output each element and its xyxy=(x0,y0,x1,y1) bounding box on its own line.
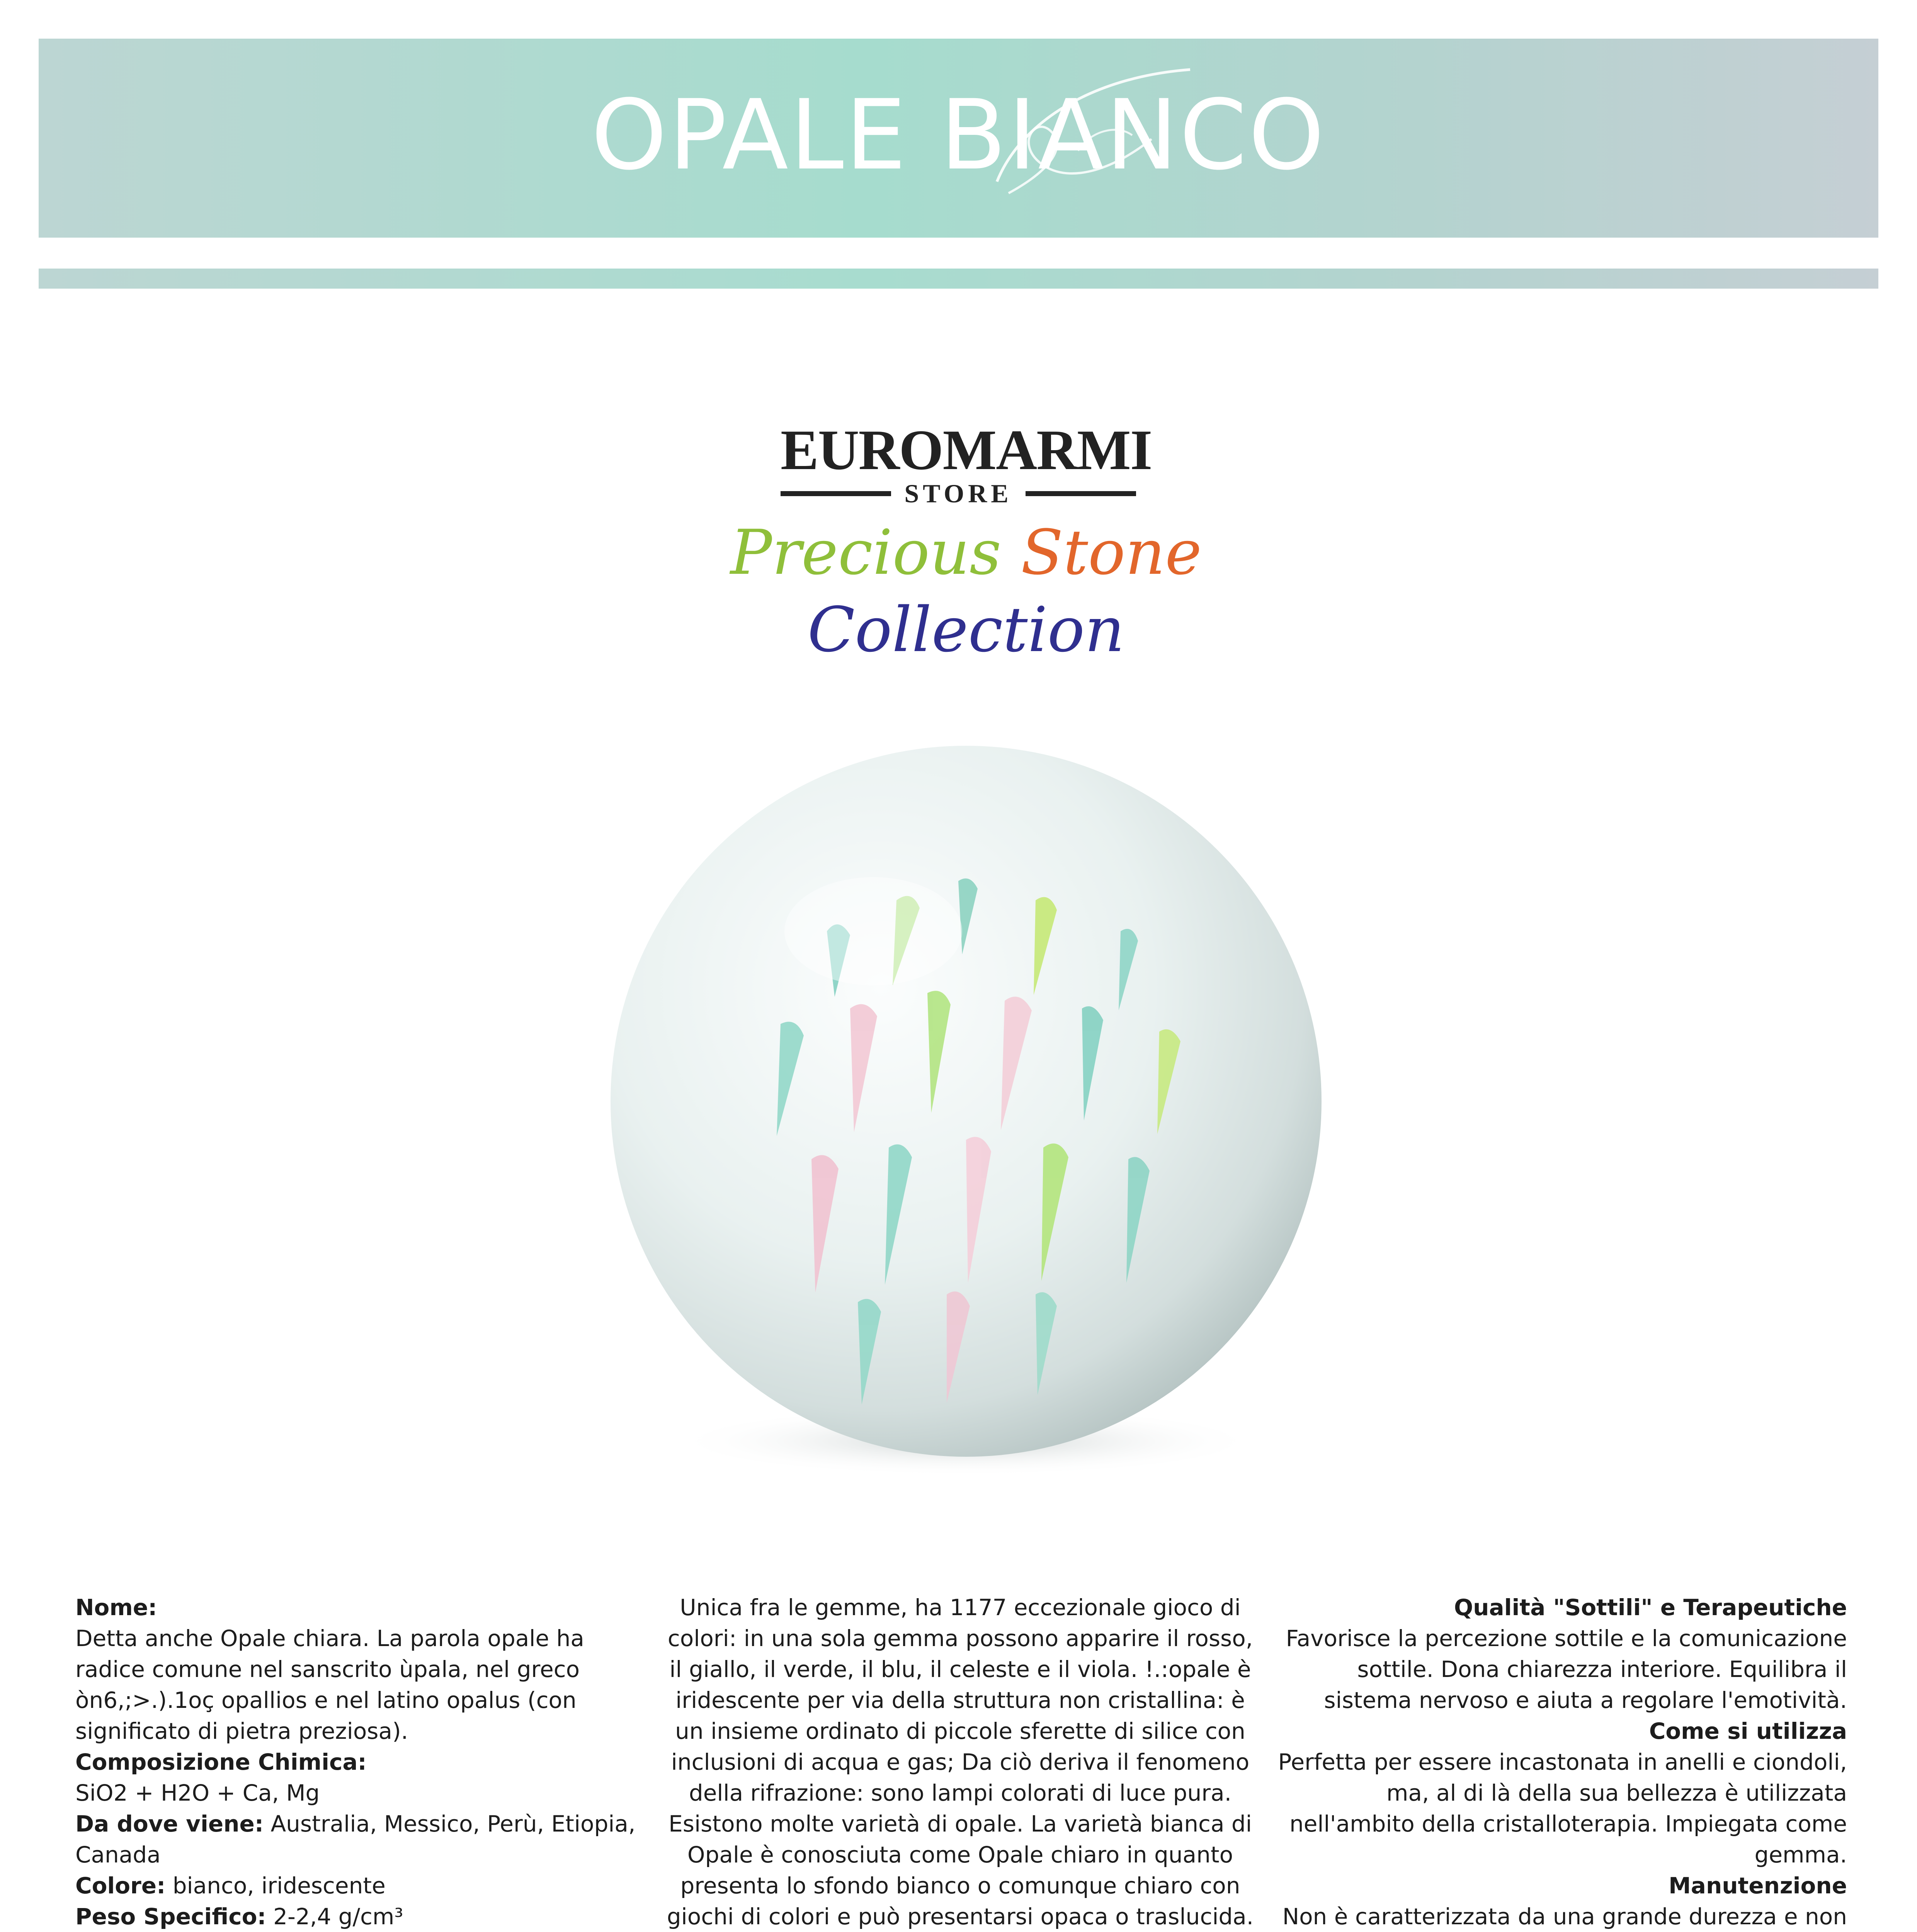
description-text: Unica fra le gemme, ha 1177 eccezionale gioco di colori: in una sola gemma possono apparire il rosso, il giallo, il verde, il blu, il celeste e il viola. !.:opale è iridescente per via della struttura non cristallina: è un insieme ordinato di piccole sferette di silice con inclusioni di acqua e gas; Da ciò deriva il fenomeno della rifrazione: sono lampi colorati di luce pura. Esistono molte varietà di opale. La varietà bianca di Opale è conosciuta come Opale chiaro in quanto presenta lo sfondo bianco o comunque chiaro con giochi di colori e può presentarsi opaca o traslucida. xyxy=(667,1594,1254,1930)
brand-rule-left xyxy=(781,491,891,496)
title-banner xyxy=(39,39,1878,238)
nome-text: Detta anche Opale chiara. La parola opale ha radice comune nel sanscrito ùpala, nel greco òn6,;>.).1oç opallios e nel latino opalus (con significato di pietra preziosa). xyxy=(75,1625,584,1744)
divider-stripe xyxy=(39,269,1878,289)
nome-label: Nome: xyxy=(75,1594,157,1621)
manutenzione-text: Non è caratterizzata da una grande durezza e non xyxy=(1282,1903,1847,1930)
sottili-text: Favorisce la percezione sottile e la comunicazione sottile. Dona chiarezza interiore. Equilibra il sistema nervoso e aiuta a regolare l'emotività. xyxy=(1286,1625,1847,1713)
description-column xyxy=(659,1592,1262,1932)
peso-value: 2-2,4 g/cm³ xyxy=(273,1903,403,1930)
details-column xyxy=(75,1592,640,1932)
sottili-title: Qualità "Sottili" e Terapeutiche xyxy=(1454,1594,1847,1621)
collection-word-precious: Precious xyxy=(730,516,1002,588)
collection-tagline xyxy=(696,514,1237,668)
utilizzo-text: Perfetta per essere incastonata in anelli e ciondoli, ma, al di là della sua bellezza è utilizzata nell'ambito della cristalloterapia. Impiegata come gemma. xyxy=(1278,1749,1847,1868)
brand-name: EUROMARMI xyxy=(781,418,1152,482)
composizione-value: SiO2 + H2O + Ca, Mg xyxy=(75,1780,320,1806)
page-title: OPALE BIANCO xyxy=(591,79,1326,191)
brand-rule-right xyxy=(1026,491,1136,496)
colore-label: Colore: xyxy=(75,1872,166,1899)
manutenzione-title: Manutenzione xyxy=(1669,1872,1847,1899)
collection-word-collection: Collection xyxy=(807,594,1125,666)
collection-word-stone: Stone xyxy=(1021,516,1202,588)
brand-store: STORE xyxy=(904,479,1012,508)
peso-label: Peso Specifico: xyxy=(75,1903,266,1930)
provenienza-value: Australia, Messico, Perù, Etiopia, Canada xyxy=(75,1811,636,1868)
colore-value: bianco, iridescente xyxy=(172,1872,386,1899)
composizione-label: Composizione Chimica: xyxy=(75,1749,367,1775)
utilizzo-title: Come si utilizza xyxy=(1649,1718,1847,1744)
qualities-column xyxy=(1275,1592,1847,1932)
provenienza-label: Da dove viene: xyxy=(75,1811,264,1837)
opal-sphere-image xyxy=(580,715,1352,1488)
brand-logo xyxy=(781,417,1152,509)
